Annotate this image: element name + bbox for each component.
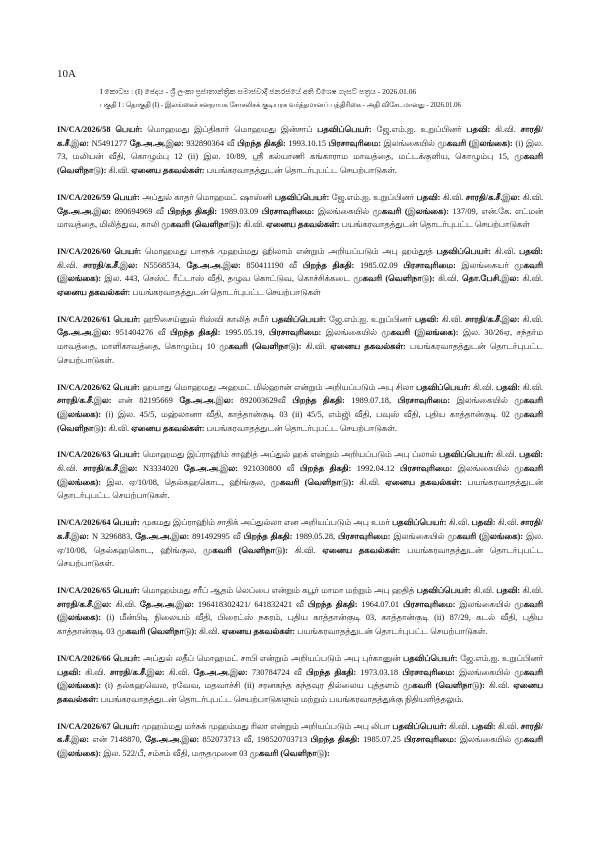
field-label: ஏனைய தகவல்கள்: (322, 545, 401, 555)
field-value: கி.வி. (448, 518, 470, 528)
field-label: பதவிப்பெயர்: (416, 382, 471, 392)
field-value: 852073713 வீ, 198520703713 (202, 735, 308, 745)
entry-id: IN/CA/2026/64 (57, 518, 111, 528)
entry (57, 720, 543, 761)
field-label: முகவரி (இலங்கை): (437, 138, 513, 148)
field-value: பயங்கரவாதத்துடன் தொடர்புபட்ட செயற்பாடுகள். (57, 342, 543, 365)
field-label: முகவரி (வெளிநாடு): (249, 749, 330, 759)
field-value: கி.வி. (441, 314, 463, 324)
field-label: பெயர்: (112, 518, 140, 528)
field-value: 137/09, என்.கே. எட்மன் மாவத்தை, மிலித்துவ, காலி (57, 206, 543, 230)
field-label: தே.அ.அ.இல: (145, 735, 200, 745)
entry-id: IN/CA/2026/60 (57, 246, 111, 256)
field-value: என் 7148870, (92, 735, 142, 745)
field-label: தே.அ.அ.இல: (57, 206, 112, 216)
field-value: கி.வி. (442, 192, 464, 202)
field-label: பிரசாவுரிமை: (397, 396, 451, 406)
field-label: முகவரி (வெளிநாடு): (270, 477, 354, 487)
field-label: பிரசாவுரிமை: (399, 464, 453, 474)
field-value: பயங்கரவாதத்துடன் தொடர்புபட்ட செயற்பாடுகள். (297, 627, 488, 637)
field-value: அப்துல் லதீப் மொஹமட் சாபி என்றும் அறியப்படும் அபு புர்கானுன் (142, 653, 401, 663)
field-label: தே.அ.அ.இல: (139, 599, 195, 609)
entry-id: IN/CA/2026/65 (57, 585, 111, 595)
field-value: முஹம்மது மர்சுக் முஹம்மது ரிலா என்றும் அறியப்படும் அபு லிபா (141, 721, 391, 731)
field-label: பிரசாவுரிமை: (403, 260, 456, 270)
field-label: ஏனைய தகவல்கள்: (266, 220, 340, 230)
field-value: கி.வி. (522, 314, 543, 324)
field-label: ஏனைய தகவல்கள்: (57, 681, 543, 704)
field-label: தே.அ.அ.இல: (183, 464, 238, 474)
field-label: பதவி: (466, 125, 491, 134)
field-label: பெயர்: (113, 653, 141, 663)
field-value: N 3296883, (91, 531, 133, 541)
field-value: கி.வி. (522, 192, 543, 202)
entry (57, 313, 543, 368)
field-label: ஏனைய தகவல்கள்: (57, 288, 131, 298)
field-label: பெயர்: (114, 246, 142, 256)
field-label: முகவரி (வெளிநாடு): (203, 545, 288, 555)
field-value: கி.வி. (199, 627, 220, 637)
field-label: முகவரி (இலங்கை): (57, 599, 543, 623)
field-value: பயங்கரவாதத்துடன் தொடர்புபட்ட செயற்பாடுகள் (132, 288, 321, 298)
field-label: பிறந்த திகதி: (302, 260, 355, 270)
field-value: கி.வி. (473, 382, 494, 392)
field-value: இலங்கையில் (458, 667, 511, 677)
field-label: பதவிப்பெயர்: (402, 653, 458, 663)
field-value: கி.வி. (115, 599, 137, 609)
field-label: ஏனைய தகவல்கள்: (131, 423, 205, 433)
entry-id: IN/CA/2026/63 (57, 450, 111, 460)
field-value: பயங்கரவாதத்துடன் தொடர்புபட்ட செயற்பாடுகளும் மற்றும் பயங்கரவாதத்துக்கு நிதியளித்தலும். (100, 694, 464, 704)
field-label: முகவரி (வெளிநாடு): (57, 152, 543, 176)
field-label: பெயர்: (113, 314, 141, 324)
field-label: முகவரி (வெளிநாடு): (161, 220, 242, 230)
field-label: முகவரி (இலங்கை): (372, 206, 449, 216)
field-value: 1964.07.01 (361, 599, 400, 609)
field-value: பயங்கரவாதத்துடன் தொடர்புபட்ட செயற்பாடுகள். (57, 545, 543, 569)
field-label: பிரசாவுரிமை: (404, 735, 457, 745)
field-value: கி.வி. (497, 721, 519, 731)
field-value: மொஹமது பாரூக் முஹம்மது ஹிலாம் என்றும் அறியப்படும் அபு ஹம்தூத் (145, 246, 433, 256)
field-value: அப்துல் காதர் மொஹமட் ஷாஸ்னி (142, 192, 273, 202)
field-label: பதவி: (57, 667, 82, 677)
field-value: ஜே.எம்.ஐ. உறுப்பினர் (329, 314, 412, 324)
field-value: 921030800 வீ (243, 464, 295, 474)
field-label: பிறந்த திகதி: (237, 138, 286, 148)
field-value: இல. ஏ/10/08, தெல்கஹகொட, ஹிங்குல, (57, 531, 543, 555)
field-label: சாரதி/க.சீ.இல: (57, 721, 543, 745)
field-value: கி.வி. (522, 274, 543, 284)
field-label: பெயர்: (112, 192, 140, 202)
field-value: N5568534, (143, 260, 181, 270)
field-label: முகவரி (இலங்கை): (57, 464, 543, 487)
field-value: N5491277 (91, 138, 128, 148)
field-label: ஏனைய தகவல்கள்: (330, 342, 406, 352)
field-value: கி.வி. (243, 220, 265, 230)
field-value: கி.வி. (359, 477, 380, 487)
entry-id: IN/CA/2026/58 (57, 125, 111, 134)
entry (57, 652, 543, 707)
field-label: பதவிப்பெயர்: (274, 192, 330, 202)
field-value: கி.வி. (57, 260, 78, 270)
field-label: முகவரி (இலங்கை): (57, 667, 543, 691)
field-value: இலங்கையர் (461, 260, 509, 270)
field-value: கி.வி. (497, 518, 519, 528)
field-label: பதவி: (496, 382, 521, 392)
field-value: 890694969 வீ (114, 206, 164, 216)
field-value: 892003629வீ (240, 396, 286, 406)
field-label: தே.அ.அ.இல: (193, 667, 248, 677)
field-label: பிரசாவுரிமை: (268, 328, 322, 338)
field-value: 1985.02.09 (359, 260, 398, 270)
field-label: முகவரி (இலங்கை): (381, 328, 459, 338)
field-label: பதவிப்பெயர்: (416, 585, 472, 595)
field-value: கி.வி. (305, 342, 327, 352)
field-label: தே.அ.அ.இல: (186, 260, 241, 270)
field-label: தே.அ.அ.இல: (57, 328, 112, 338)
field-label: ஏனைய தகவல்கள்: (385, 477, 462, 487)
entry-id: IN/CA/2026/59 (57, 192, 111, 202)
field-label: முகவரி (வெளிநாடு): (57, 409, 543, 433)
field-value: மொஹமது இப்ராஹிம் சாஹித் அப்துல் ஹக் என்றும் அறியப்படும் அபு ப்லால் (142, 450, 437, 460)
field-label: பிறந்த திகதி: (292, 396, 345, 406)
field-value: ஜே.எம்.ஐ. உறுப்பினர் (460, 653, 543, 663)
field-value: இலங்கையில் (325, 328, 377, 338)
field-value: ஹூசைய்னுல் ரிஸ்வி காலித் சமீர் (143, 314, 269, 324)
field-value: 1995.05.19, (224, 328, 265, 338)
field-label: முகவரி (வெளிநாடு): (219, 342, 302, 352)
field-value: 951404276 வீ (115, 328, 166, 338)
field-value: இல. 30/26ஏ, சந்தர்ம மாவத்தை, மாளிகாவத்தை, கொழும்பு 10 (57, 328, 543, 352)
field-label: பதவிப்பெயர்: (317, 125, 372, 134)
field-value: கி.வி. (473, 585, 494, 595)
field-value: பயங்கரவாதத்துடன் தொடர்புபட்ட செயற்பாடுகள். (206, 166, 397, 176)
field-value: பயங்கரவாதத்துடன் தொடர்புபட்ட செயற்பாடுகள் (341, 220, 530, 230)
entry-id: IN/CA/2026/61 (57, 314, 111, 324)
field-value: இல. 522/பீ, சம்சம் வீதி, மருதமுனை 03 (103, 749, 248, 759)
field-value: (i) மீன்பிடி நிலையம் வீதி, பிரைட்ஸ் நகரம், புதிய காத்தான்குடி 03, காத்தான்குடி (ii) 87/29, கடல் வீதி, புதிய காத்தான்குடி 03 (57, 613, 543, 637)
field-value: இலங்கையில் (457, 464, 509, 474)
field-label: பதவி: (496, 585, 521, 595)
field-label: முகவரி (வெளிநாடு): (353, 274, 435, 284)
field-label: முகவரி (வெளிநாடு): (402, 681, 485, 691)
entry (57, 245, 543, 300)
entry-id: IN/CA/2026/66 (57, 653, 111, 663)
field-label: பிறந்த திகதி: (299, 464, 352, 474)
field-label: பிறந்த திகதி: (307, 599, 358, 609)
field-label: சாரதி/க.சீ.இல: (109, 667, 165, 677)
field-label: சாரதி/க.சீ.இல: (57, 125, 543, 148)
field-label: பிறந்த திகதி: (305, 667, 357, 677)
field-value: கி.வி. (494, 246, 516, 256)
field-label: பதவிப்பெயர்: (439, 450, 494, 460)
field-label: பதவி: (519, 450, 543, 460)
field-value: 1989.05.28, (295, 531, 336, 541)
field-label: முகவரி (இலங்கை): (57, 396, 543, 419)
field-value: இலங்கையில் (393, 531, 445, 541)
field-value: கி.வி. (488, 681, 510, 691)
field-value: இலங்கையில் (456, 396, 508, 406)
field-value: இல. ஏ/10/08, தெல்கஹகொட, ஹிங்குல, (106, 477, 266, 487)
field-label: பிறந்த திகதி: (167, 206, 218, 216)
entry-id: IN/CA/2026/62 (57, 382, 111, 392)
field-value: கி.வி. (522, 382, 543, 392)
field-label: சாரதி/க.சீ.இல: (465, 192, 521, 202)
field-label: பிரசாவுரிமை: (328, 138, 382, 148)
field-value: இலங்கையில் (317, 206, 370, 216)
field-value: கி.வி. (522, 585, 543, 595)
field-value: 850411190 வீ (246, 260, 298, 270)
field-value: கி.வி. (495, 125, 516, 134)
field-value: 1992.04.12 (356, 464, 395, 474)
field-value: கி.வி. (438, 274, 459, 284)
field-value: 1989.03.09 (220, 206, 259, 216)
entry (57, 584, 543, 639)
field-label: பதவிப்பெயர்: (391, 518, 447, 528)
field-value: 730784724 வீ (251, 667, 302, 677)
field-label: பதவி: (519, 246, 543, 256)
field-label: ஏனைய தகவல்கள்: (131, 166, 205, 176)
field-label: பதவி: (471, 518, 496, 528)
field-label: பிறந்த திகதி: (169, 328, 221, 338)
field-label: தே.அ.அ.இல: (129, 138, 184, 148)
field-label: பதவி: (414, 314, 439, 324)
field-label: தொ.பேசி.இல: (461, 274, 520, 284)
field-value: இலங்கையில் (459, 735, 512, 745)
field-value: ஜே.எம்.ஐ. உறுப்பினர் (376, 125, 462, 134)
field-value: கி.வி. (448, 721, 470, 731)
field-value: கி.வி. (108, 166, 130, 176)
field-label: சாரதி/க.சீ.இல: (465, 314, 520, 324)
field-label: முகவரி (இலங்கை): (447, 531, 524, 541)
header-sinhala-line: I කොටස : (I) ඡෙදය - ශ්‍රී ලංකා ප්‍රජාතාන්ත්‍රික සමාජවාදී ජනරජයේ අති විශෙෂ ගැසට් පත්‍රය - 2026.01.06 (100, 87, 417, 96)
field-label: பதவிப்பெயர்: (436, 246, 492, 256)
field-label: பதவி: (416, 192, 441, 202)
field-label: பெயர்: (112, 382, 141, 392)
field-label: ஏனைய தகவல்கள்: (221, 627, 296, 637)
field-label: பிறந்த திகதி: (310, 735, 360, 745)
page-number: 10A (57, 68, 76, 80)
field-label: சாரதி/க.சீ.இல: (57, 518, 543, 541)
field-value: கி.வி. (496, 450, 517, 460)
field-label: பதவி: (471, 721, 496, 731)
field-label: தே.அ.அ.இல: (179, 396, 234, 406)
field-value: ஹயாது மொஹமது அஹமட் மில்ஹான் என்றும் அறியப்படும் அபு சிலா (142, 382, 414, 392)
field-value: N3334020 (143, 464, 179, 474)
field-value: கி.வி. (108, 423, 130, 433)
field-value: 891492995 வீ (192, 531, 241, 541)
field-value: இலங்கையில் (459, 599, 511, 609)
field-value: ஜே.எம்.ஐ. உறுப்பினர் (331, 192, 415, 202)
field-label: பதவிப்பெயர்: (271, 314, 327, 324)
entry (57, 516, 543, 571)
field-value: மொஹமது இப்திகார் மொஹமது இன்சாப் (147, 125, 313, 134)
field-value: கி.வி. (168, 667, 190, 677)
entry-id: IN/CA/2026/67 (57, 721, 111, 731)
field-value: பயங்கரவாதத்துடன் தொடர்புபட்ட செயற்பாடுகள். (57, 477, 543, 501)
entry (57, 123, 543, 178)
field-value: என் 82195669 (118, 396, 173, 406)
field-value: கி.வி. (85, 667, 106, 677)
field-value: பயங்கரவாதத்துடன் தொடர்புபட்ட செயற்பாடுகள். (206, 423, 397, 433)
field-label: பிரசாவுரிமை: (337, 531, 391, 541)
field-label: தே.அ.அ.இல: (135, 531, 190, 541)
field-value: கி.வி. (294, 545, 316, 555)
field-value: 1973.03.18 (360, 667, 399, 677)
field-value: (i) இல. 45/5, மஹ்லானா வீதி, காத்தான்குடி 03 (ii) 45/5, எம்ஜி வீதி, பவுஸ் வீதி, புதிய காத்தான்குடி 02 (105, 409, 510, 419)
entries-list (57, 123, 543, 843)
field-label: சாரதி/க.சீ.இல: (82, 464, 138, 474)
field-value: 196418302421/ 641832421 வீ (197, 599, 304, 609)
field-label: சாரதி/க.சீ.இல: (83, 260, 138, 270)
field-label: பிறந்த திகதி: (243, 531, 293, 541)
entry (57, 191, 543, 232)
field-value: 1993.10.15 (288, 138, 327, 148)
field-value: மொஹம்மது சரீப் ஆதம் லெப்பை என்றும் கபூர் மாமா மற்றும் அபு ஹதித் (142, 585, 415, 595)
field-label: பெயர்: (112, 450, 141, 460)
field-value: முகமது இப்ராஹிம் சாதிக் அப்துல்லா என அறியப்படும் அபு உமர் (142, 518, 390, 528)
field-label: பெயர்: (115, 125, 143, 134)
field-value: (i) தல்கஹவெல, ரவேவ, மதவாச்சி (ii) சரனகந்த கந்தவுர தில்லைய புத்தளம் (104, 681, 400, 691)
field-label: பெயர்: (112, 585, 140, 595)
field-value: 1989.07.18, (351, 396, 392, 406)
field-label: முகவரி (இலங்கை): (57, 260, 543, 284)
field-value: 932890364 வீ (186, 138, 235, 148)
field-label: பெயர்: (112, 721, 140, 731)
field-label: பிரசாவுரிமை: (402, 599, 456, 609)
field-label: முகவரி (வெளிநாடு): (116, 627, 197, 637)
field-value: கி.வி. (57, 464, 78, 474)
field-label: பிரசாவுரிமை: (261, 206, 315, 216)
field-value: இல. 443, செஸ்ட் ரீட்டாஸ் வீதி, தழுவ கொட்டுவ, கொச்சிக்கடை (104, 274, 350, 284)
field-label: பிரசாவுரிமை: (402, 667, 455, 677)
field-label: சாரதி/க.சீ.இல: (57, 396, 112, 406)
field-value: இலங்கையில் (383, 138, 435, 148)
field-label: சாரதி/க.சீ.இல: (57, 599, 112, 609)
field-label: முகவரி (இலங்கை): (57, 735, 543, 759)
entry (57, 381, 543, 436)
field-value: (i) இல. 73, மலியன் வீதி, கொழும்பு 12 (ii) இல. 10/89, ஸ்ரீ கல்யாணி கங்காராம மாவத்தை, மட்டக்குளிய, கொழும்பு 15, (57, 138, 543, 162)
field-label: பதவிப்பெயர்: (392, 721, 447, 731)
entry (57, 448, 543, 503)
header-tamil-line: பகுதி I : தொகுதி (I) - இலங்கைச் சனநாயக சோசலிசக் குடியரசு வர்த்தமானப் பத்திரிகை - அதி விசேடமானது - 2026.01.06 (100, 102, 461, 109)
field-value: 1985.07.25 (363, 735, 401, 745)
